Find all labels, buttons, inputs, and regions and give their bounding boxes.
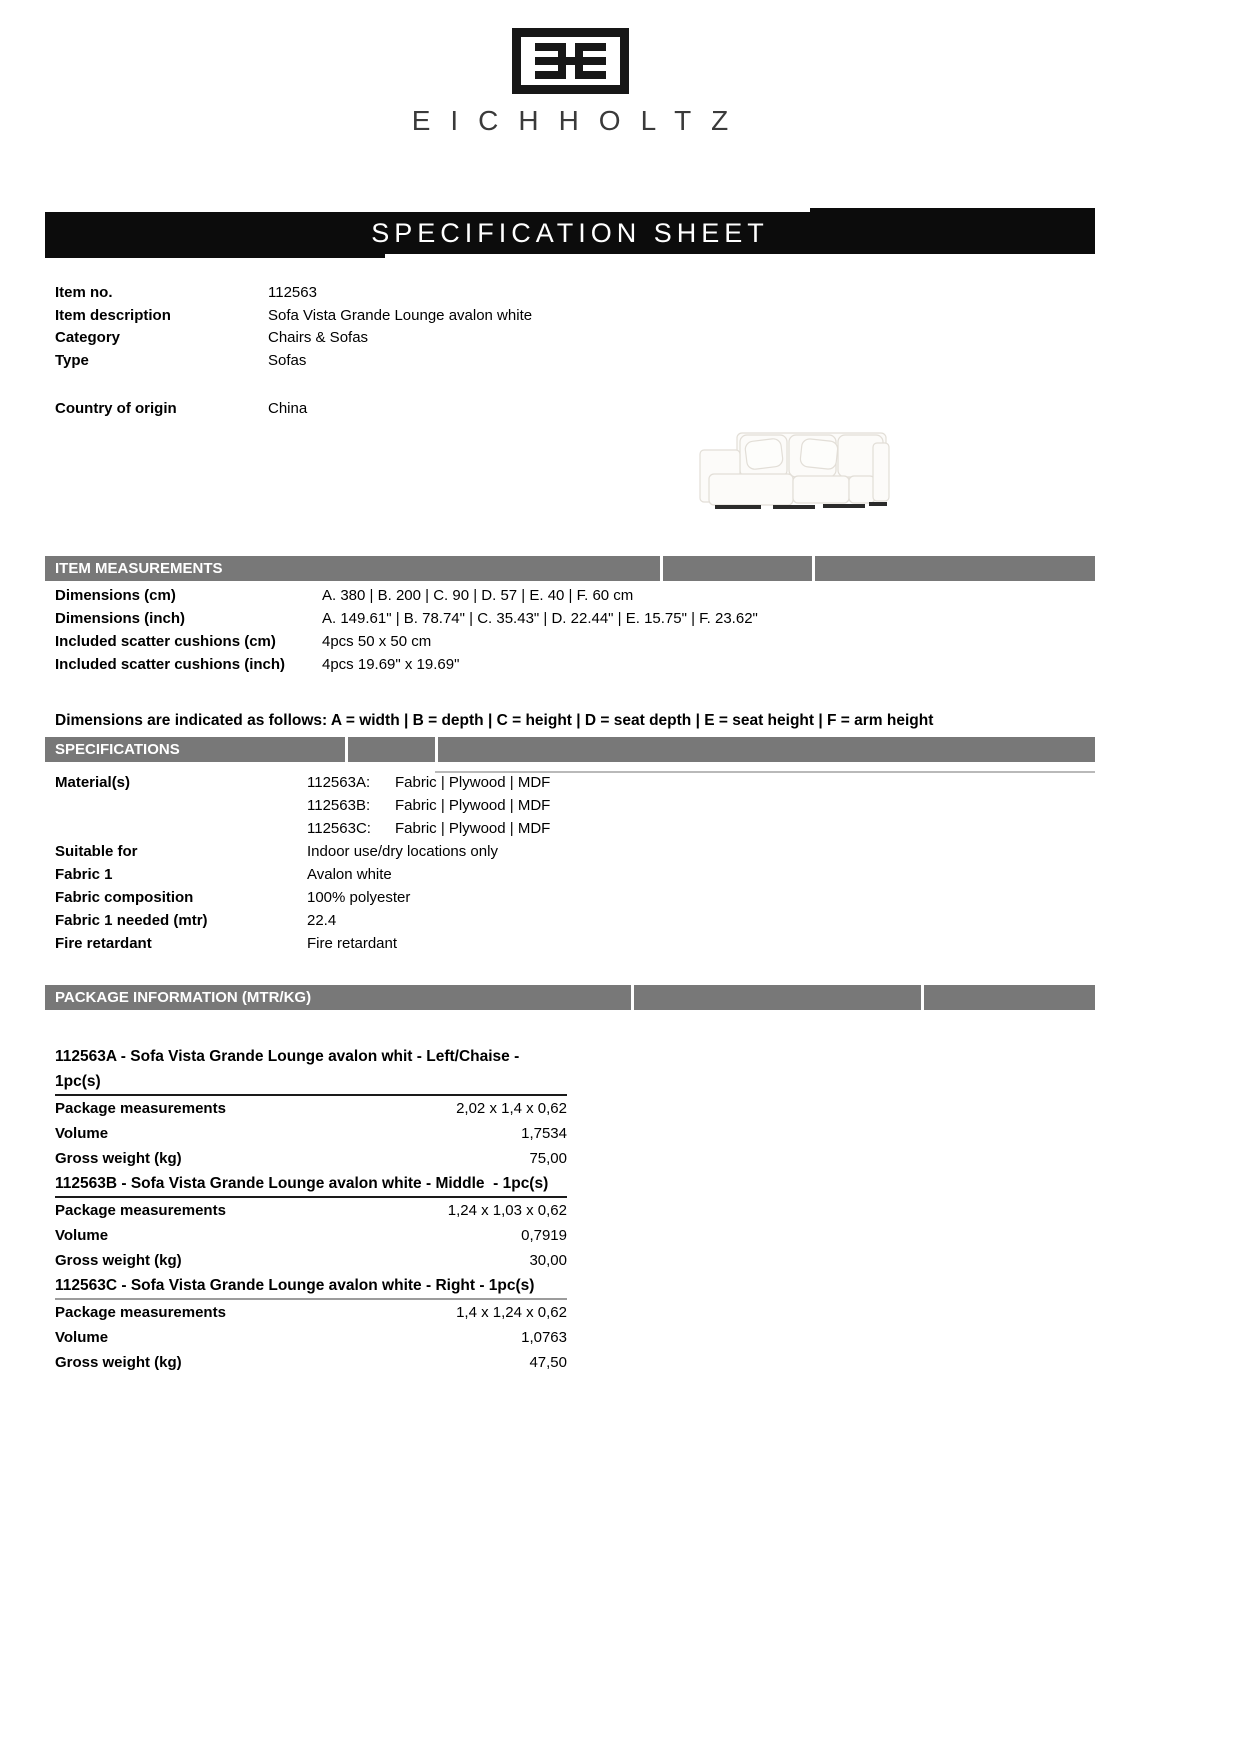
- fabric-composition-value: 100% polyester: [307, 889, 411, 906]
- gross-weight-value: 75,00: [529, 1150, 567, 1167]
- package-information-title: PACKAGE INFORMATION (MTR/KG): [55, 989, 312, 1006]
- materials-line: 112563A: Fabric | Plywood | MDF: [307, 774, 551, 791]
- item-description-label: Item description: [55, 306, 171, 324]
- package-block-b: [55, 1171, 567, 1273]
- package-measurements-label: Package measurements: [55, 1100, 226, 1117]
- item-no-value: 112563: [268, 284, 317, 301]
- package-measurements-value: 1,24 x 1,03 x 0,62: [447, 1202, 567, 1219]
- specifications-title: SPECIFICATIONS: [55, 741, 180, 758]
- banner-divider: [631, 985, 634, 1010]
- fire-retardant-label: Fire retardant: [55, 935, 152, 952]
- cushions-cm-row: [55, 630, 758, 653]
- specifications-banner: [45, 737, 1095, 762]
- eichholtz-monogram-icon: [521, 37, 620, 85]
- type-label: Type: [55, 351, 89, 369]
- package-block-c: [55, 1273, 567, 1375]
- fabric-composition-label: Fabric composition: [55, 889, 194, 906]
- gross-weight-label: Gross weight (kg): [55, 1150, 182, 1167]
- item-measurements-title: ITEM MEASUREMENTS: [55, 560, 223, 577]
- materials-values: [307, 771, 550, 840]
- volume-value: 0,7919: [521, 1227, 567, 1244]
- gross-weight-label: Gross weight (kg): [55, 1252, 182, 1269]
- cushions-cm-value: 4pcs 50 x 50 cm: [322, 633, 432, 650]
- fabric-needed-row: [55, 909, 550, 932]
- country-of-origin-value: China: [268, 400, 308, 417]
- brand-logo: [512, 28, 629, 94]
- fabric-needed-label: Fabric 1 needed (mtr): [55, 912, 208, 929]
- cushions-inch-label: Included scatter cushions (inch): [55, 656, 286, 673]
- country-of-origin-row: [55, 398, 307, 421]
- cushions-inch-value: 4pcs 19.69" x 19.69": [322, 656, 460, 673]
- item-no-label: Item no.: [55, 284, 113, 301]
- brand-wordmark: EICHHOLTZ: [411, 105, 749, 136]
- item-no-row: [55, 282, 532, 305]
- banner-divider: [921, 985, 924, 1010]
- specifications-block: [55, 771, 550, 955]
- dimensions-inch-label: Dimensions (inch): [55, 610, 186, 627]
- volume-row: [55, 1223, 567, 1248]
- item-description-value: Sofa Vista Grande Lounge avalon white: [268, 306, 533, 324]
- brand-header: [45, 28, 1095, 137]
- item-description-row: [55, 305, 532, 328]
- banner-divider: [345, 737, 348, 762]
- fabric1-value: Avalon white: [307, 866, 392, 883]
- gross-weight-value: 47,50: [529, 1354, 567, 1371]
- fire-retardant-value: Fire retardant: [307, 935, 398, 952]
- suitable-for-value: Indoor use/dry locations only: [307, 843, 498, 860]
- fabric1-label: Fabric 1: [55, 866, 113, 883]
- dimensions-cm-value: A. 380 | B. 200 | C. 90 | D. 57 | E. 40 | F. 60 cm: [322, 587, 634, 604]
- category-label: Category: [55, 329, 121, 346]
- country-of-origin-label: Country of origin: [55, 400, 177, 417]
- item-measurements-banner: [45, 556, 1095, 581]
- package-measurements-row: [55, 1198, 567, 1223]
- fabric-composition-row: [55, 886, 550, 909]
- package-blocks: [55, 1044, 567, 1375]
- volume-label: Volume: [55, 1227, 109, 1244]
- type-value: Sofas: [268, 351, 307, 369]
- category-row: [55, 327, 532, 350]
- package-measurements-value: 1,4 x 1,24 x 0,62: [456, 1304, 567, 1321]
- cushions-inch-row: [55, 653, 758, 676]
- materials-line: 112563C: Fabric | Plywood | MDF: [307, 820, 551, 837]
- banner-divider: [812, 556, 815, 581]
- spec-sheet-banner-title: SPECIFICATION SHEET: [371, 217, 769, 248]
- banner-divider: [435, 737, 438, 762]
- package-block-b-header: 112563B - Sofa Vista Grande Lounge avalon white - Middle - 1pc(s): [55, 1171, 567, 1198]
- package-measurements-label: Package measurements: [55, 1304, 226, 1321]
- measurements-block: [55, 584, 758, 676]
- fabric-needed-value: 22.4: [307, 912, 337, 929]
- gross-weight-row: [55, 1248, 567, 1273]
- suitable-for-row: [55, 840, 550, 863]
- fire-retardant-row: [55, 932, 550, 955]
- gross-weight-row: [55, 1146, 567, 1171]
- dimensions-cm-row: [55, 584, 758, 607]
- volume-row: [55, 1121, 567, 1146]
- item-info-block: [55, 282, 532, 372]
- banner-divider: [660, 556, 663, 581]
- package-measurements-row: [55, 1096, 567, 1121]
- dimensions-cm-label: Dimensions (cm): [55, 587, 176, 604]
- volume-value: 1,0763: [521, 1329, 567, 1346]
- package-block-a: [55, 1044, 567, 1171]
- dimensions-inch-row: [55, 607, 758, 630]
- volume-value: 1,7534: [521, 1125, 567, 1142]
- spec-sheet-banner: [45, 212, 1095, 254]
- package-measurements-row: [55, 1300, 567, 1325]
- volume-row: [55, 1325, 567, 1350]
- volume-label: Volume: [55, 1125, 109, 1142]
- gross-weight-row: [55, 1350, 567, 1375]
- package-measurements-label: Package measurements: [55, 1202, 226, 1219]
- fabric1-row: [55, 863, 550, 886]
- materials-row: [55, 771, 550, 840]
- volume-label: Volume: [55, 1329, 109, 1346]
- cushions-cm-label: Included scatter cushions (cm): [55, 633, 276, 650]
- suitable-for-label: Suitable for: [55, 843, 138, 860]
- materials-label: Material(s): [55, 774, 131, 791]
- package-block-a-header: 112563A - Sofa Vista Grande Lounge avalon whit - Left/Chaise - 1pc(s): [55, 1044, 567, 1096]
- package-block-c-header: 112563C - Sofa Vista Grande Lounge avalon white - Right - 1pc(s): [55, 1273, 567, 1300]
- package-measurements-value: 2,02 x 1,4 x 0,62: [456, 1100, 567, 1117]
- dimensions-note: Dimensions are indicated as follows: A = width | B = depth | C = height | D = seat depth | E = seat height | F = arm height: [55, 712, 934, 729]
- package-information-banner: [45, 985, 1095, 1010]
- sofa-product-image: [653, 413, 890, 517]
- gross-weight-value: 30,00: [529, 1252, 567, 1269]
- dimensions-inch-value: A. 149.61" | B. 78.74" | C. 35.43" | D. 22.44" | E. 15.75" | F. 23.62": [322, 610, 758, 627]
- gross-weight-label: Gross weight (kg): [55, 1354, 182, 1371]
- type-row: [55, 350, 532, 373]
- category-value: Chairs & Sofas: [268, 329, 369, 346]
- materials-line: 112563B: Fabric | Plywood | MDF: [307, 797, 551, 814]
